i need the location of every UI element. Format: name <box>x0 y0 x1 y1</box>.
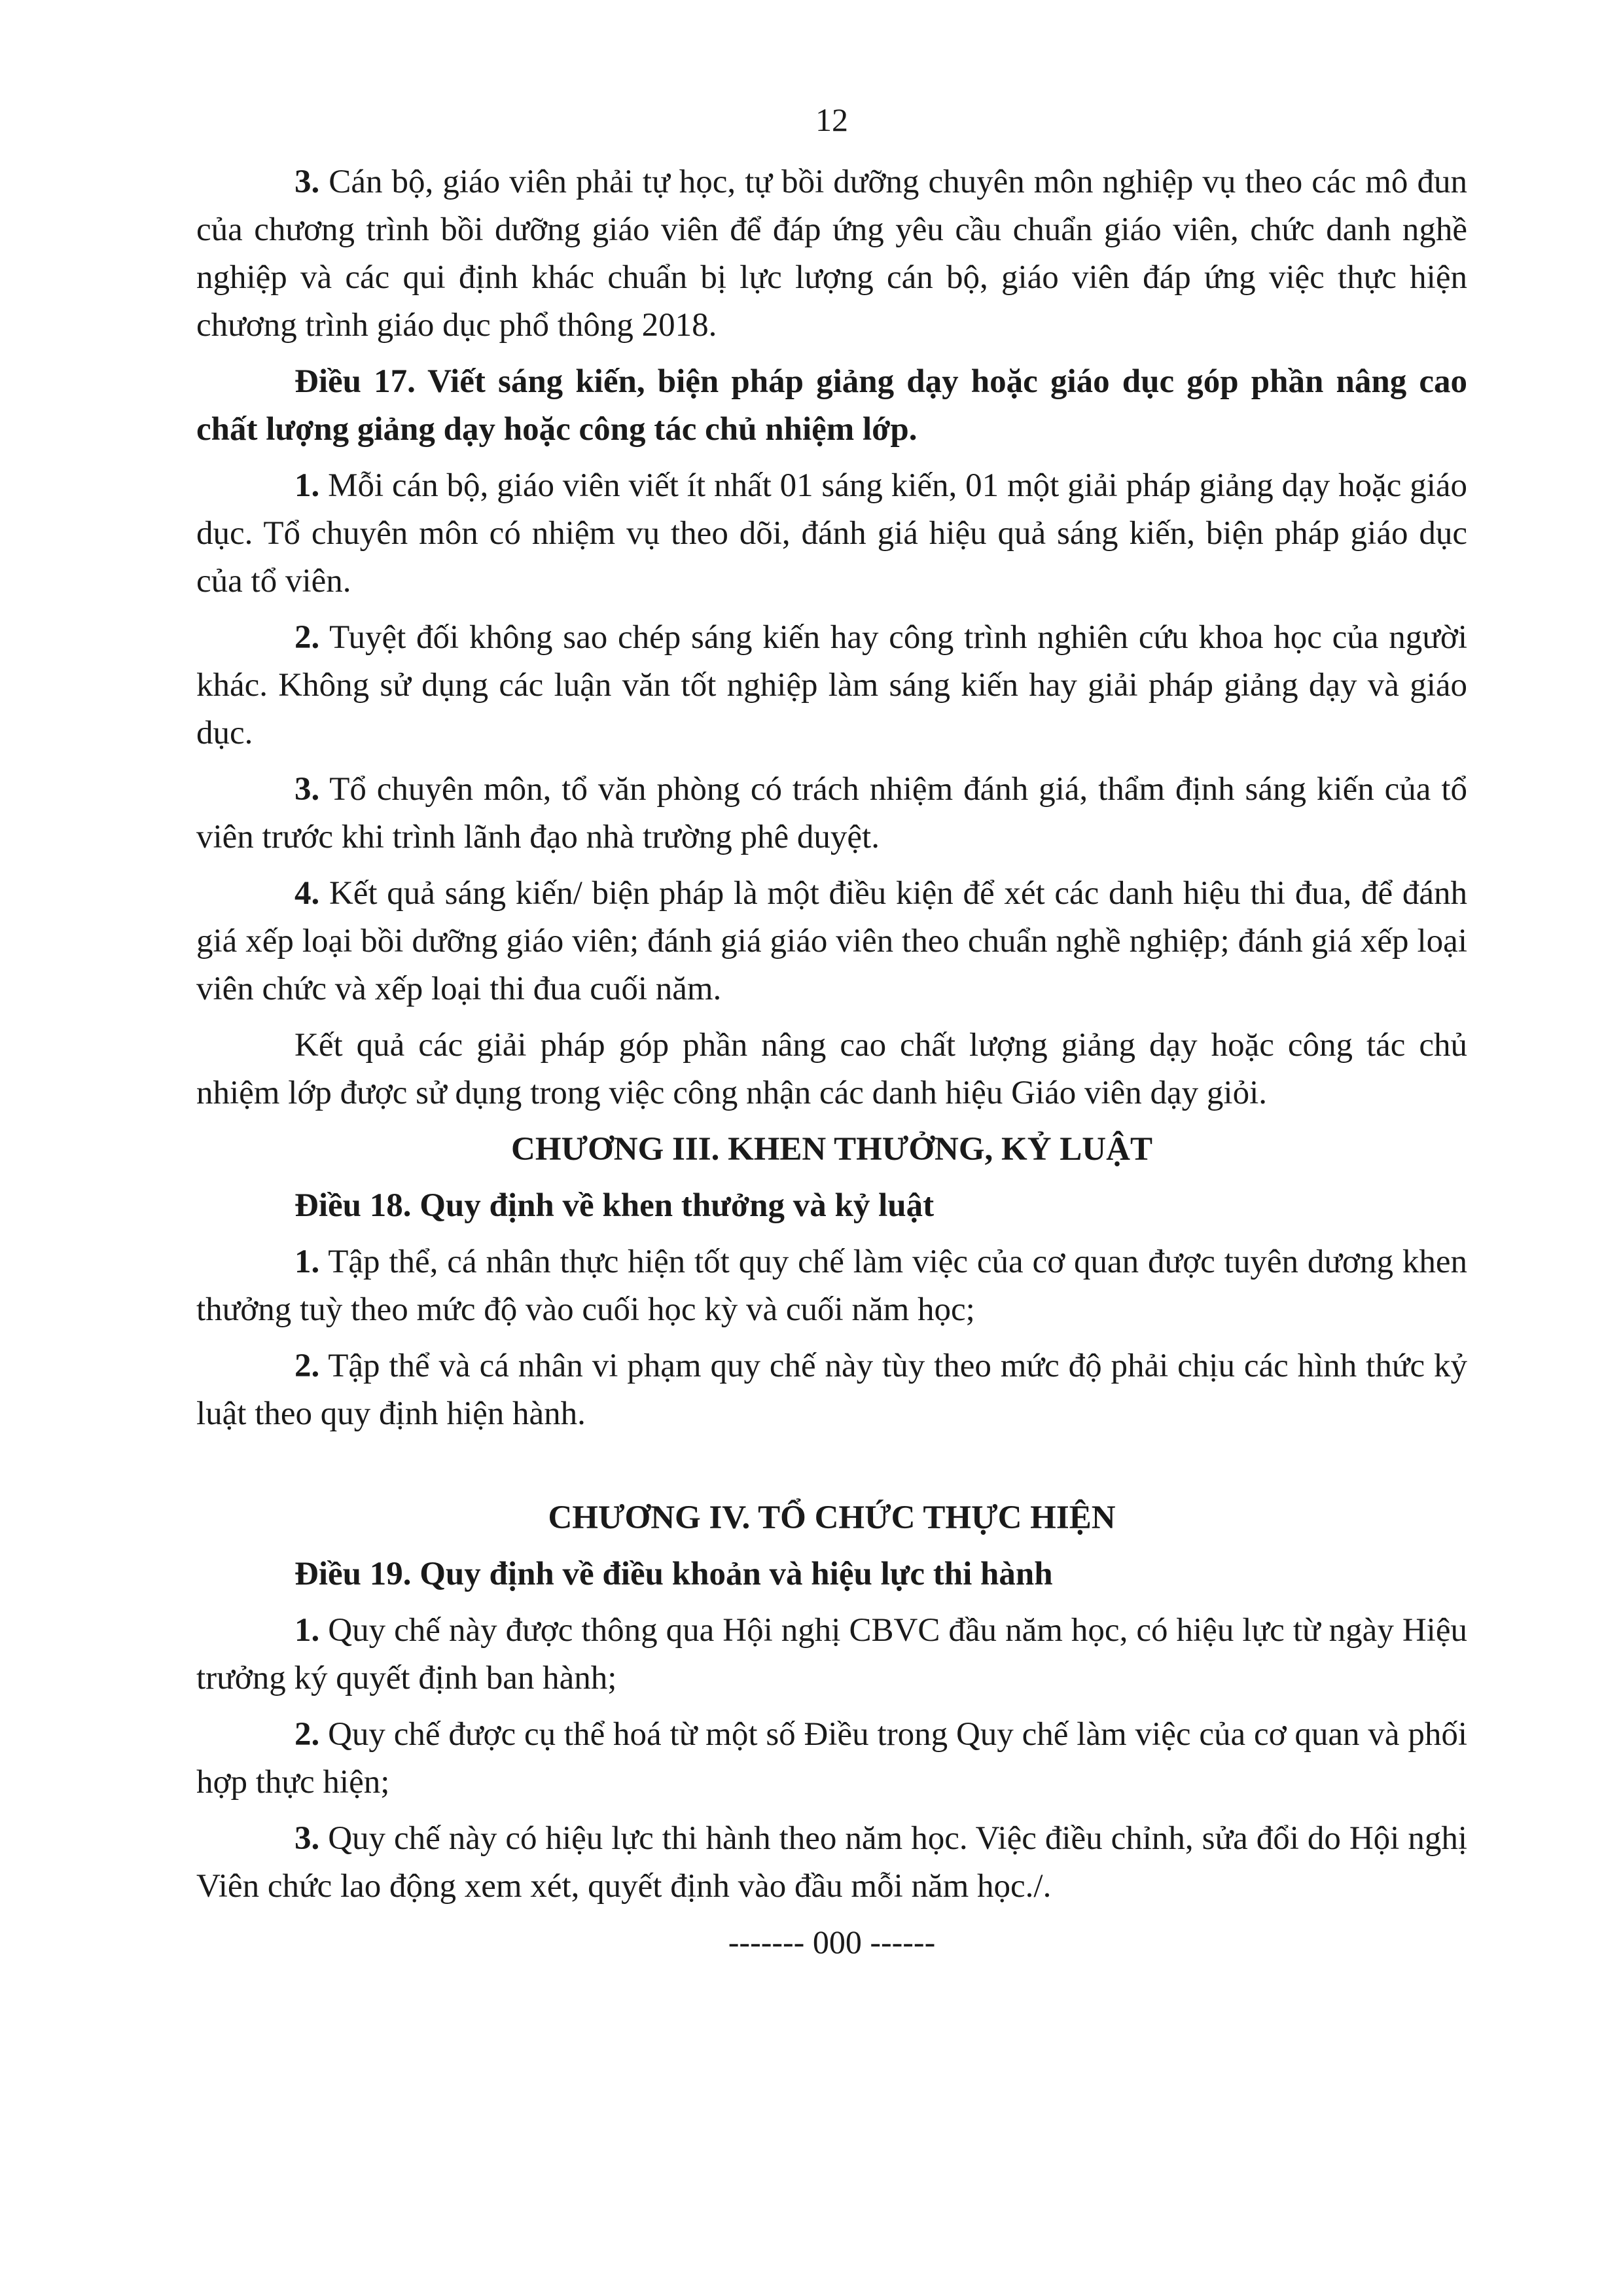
clause-number: 3. <box>294 164 320 200</box>
clause-number: 2. <box>294 1348 320 1384</box>
paragraph <box>196 1022 1467 1117</box>
clause-number: 4. <box>294 875 320 912</box>
paragraph-text: Tổ chuyên môn, tổ văn phòng có trách nhiệm đánh giá, thẩm định sáng kiến của tổ viên trước khi trình lãnh đạo nhà trường phê duyệt. <box>196 771 1467 855</box>
paragraph <box>196 1815 1467 1910</box>
paragraph-text: Kết quả các giải pháp góp phần nâng cao chất lượng giảng dạy hoặc công tác chủ nhiệm lớp được sử dụng trong việc công nhận các danh hiệu Giáo viên dạy giỏi. <box>196 1027 1467 1111</box>
clause-number: 1. <box>294 1244 320 1280</box>
paragraph <box>196 870 1467 1013</box>
paragraph <box>196 158 1467 350</box>
clause-number: 1. <box>294 1612 320 1649</box>
paragraph-text: Quy chế được cụ thể hoá từ một số Điều trong Quy chế làm việc của cơ quan và phối hợp thực hiện; <box>196 1716 1467 1801</box>
clause-number: 2. <box>294 619 320 656</box>
document-body <box>196 158 1467 1910</box>
paragraph-text: Cán bộ, giáo viên phải tự học, tự bồi dưỡng chuyên môn nghiệp vụ theo các mô đun của chương trình bồi dưỡng giáo viên để đáp ứng yêu cầu chuẩn giáo viên, chức danh nghề nghiệp và các qui định khác chuẩn bị lực lượng cán bộ, giáo viên đáp ứng việc thực hiện chương trình giáo dục phổ thông 2018. <box>196 164 1467 344</box>
paragraph <box>196 614 1467 757</box>
paragraph <box>196 766 1467 861</box>
article-heading: Điều 18. Quy định về khen thưởng và kỷ luật <box>294 1187 935 1224</box>
paragraph-text: Quy chế này có hiệu lực thi hành theo năm học. Việc điều chỉnh, sửa đổi do Hội nghị Viên chức lao động xem xét, quyết định vào đầu mỗi năm học./. <box>196 1820 1467 1905</box>
paragraph <box>196 1607 1467 1702</box>
clause-number: 2. <box>294 1716 320 1753</box>
paragraph <box>196 462 1467 605</box>
paragraph-text: Mỗi cán bộ, giáo viên viết ít nhất 01 sáng kiến, 01 một giải pháp giảng dạy hoặc giáo dục. Tổ chuyên môn có nhiệm vụ theo dõi, đánh giá hiệu quả sáng kiến, biện pháp giáo dục của tổ viên. <box>196 467 1467 600</box>
paragraph <box>196 1711 1467 1806</box>
paragraph-text: Kết quả sáng kiến/ biện pháp là một điều kiện để xét các danh hiệu thi đua, để đánh giá xếp loại bồi dưỡng giáo viên; đánh giá giáo viên theo chuẩn nghề nghiệp; đánh giá xếp loại viên chức và xếp loại thi đua cuối năm. <box>196 875 1467 1007</box>
paragraph-text: Tập thể và cá nhân vi phạm quy chế này tùy theo mức độ phải chịu các hình thức kỷ luật theo quy định hiện hành. <box>196 1348 1467 1432</box>
page-number: 12 <box>815 101 848 138</box>
chapter-heading: CHƯƠNG IV. TỔ CHỨC THỰC HIỆN <box>548 1499 1116 1536</box>
article-heading: Điều 17. Viết sáng kiến, biện pháp giảng dạy hoặc giáo dục góp phần nâng cao chất lượng giảng dạy hoặc công tác chủ nhiệm lớp. <box>196 363 1467 448</box>
paragraph <box>196 1342 1467 1438</box>
clause-number: 3. <box>294 1820 320 1857</box>
paragraph-text: Tập thể, cá nhân thực hiện tốt quy chế làm việc của cơ quan được tuyên dương khen thưởng tuỳ theo mức độ vào cuối học kỳ và cuối năm học; <box>196 1244 1467 1328</box>
paragraph-text: Quy chế này được thông qua Hội nghị CBVC đầu năm học, có hiệu lực từ ngày Hiệu trưởng ký quyết định ban hành; <box>196 1612 1467 1696</box>
clause-number: 3. <box>294 771 320 808</box>
paragraph <box>196 1238 1467 1334</box>
clause-number: 1. <box>294 467 320 504</box>
paragraph-text: Tuyệt đối không sao chép sáng kiến hay công trình nghiên cứu khoa học của người khác. Không sử dụng các luận văn tốt nghiệp làm sáng kiến hay giải pháp giảng dạy và giáo dục. <box>196 619 1467 751</box>
end-marker: ------- 000 ------ <box>728 1924 936 1960</box>
chapter-heading: CHƯƠNG III. KHEN THƯỞNG, KỶ LUẬT <box>511 1131 1152 1168</box>
article-heading: Điều 19. Quy định về điều khoản và hiệu lực thi hành <box>294 1556 1053 1592</box>
